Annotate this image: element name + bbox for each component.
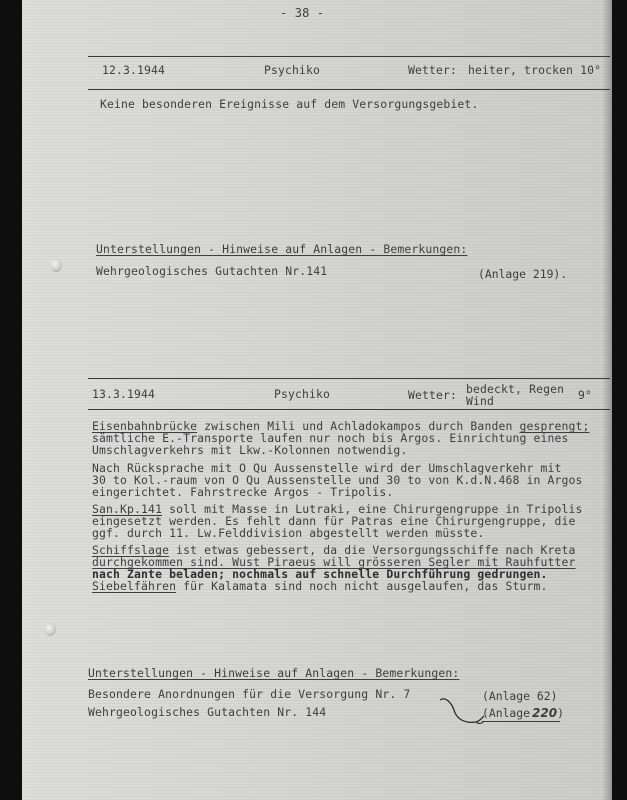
entry2-p2-line2: 30 to Kol.-raum von O Qu Aussenstelle und 30 to von K.d.N.468 in Argos	[92, 473, 583, 487]
entry1-annex	[478, 268, 567, 281]
entry2-p3-line2: eingesetzt werden. Es fehlt dann für Patras eine Chirurgengruppe, die	[92, 514, 576, 528]
entry2-p4-line2: durchgekommen sind. Wust Piraeus will grösseren Segler mit Rauhfutter	[92, 555, 576, 569]
entry2-place: Psychiko	[274, 387, 331, 401]
siebelfaehren-underlined: Siebelfähren	[92, 579, 177, 593]
handwritten-bracket-mark	[436, 694, 486, 728]
entry2-p3-line3: ggf. durch 11. Lw.Felddivision abgestellt werden müsste.	[92, 526, 485, 540]
entry2-p2-line1: Nach Rücksprache mit O Qu Aussenstelle wird der Umschlagverkehr mit	[92, 461, 562, 475]
entry2-top-rule	[88, 378, 610, 379]
entry2-p4-line4	[92, 580, 548, 593]
entry2-weather-temp: 9°	[578, 388, 593, 402]
entry2-p1-line2: sämtliche E.-Transporte laufen nur noch bis Argos. Einrichtung eines	[92, 431, 569, 445]
p3-line1-rest: soll mit Masse in Lutraki, eine Chirurgengruppe in Tripolis	[162, 502, 583, 516]
annex2-number-handwritten: 220	[532, 706, 558, 720]
entry2-weather-label: Wetter:	[408, 388, 458, 402]
entry1-text: Keine besonderen Ereignisse auf dem Versorgungsgebiet.	[100, 97, 479, 111]
p1-line1-mid: zwischen Mili und Achladokampos durch Banden	[197, 419, 520, 433]
entry2-p4-line3: nach Zante beladen; nochmals auf schnelle Durchführung gedrungen.	[92, 567, 548, 581]
annex2-label: (Anlage	[482, 706, 531, 720]
document-page	[22, 0, 612, 800]
entry2-bottom-rule	[88, 409, 610, 410]
san-kp-underlined: San.Kp.141	[92, 502, 163, 516]
entry2-p2-line3: eingerichtet. Fahrstrecke Argos - Tripolis.	[92, 485, 394, 499]
entry2-weather-value-2: Wind	[466, 394, 495, 408]
entry2-p1-line3: Umschlagverkehrs mit Lkw.-Kolonnen notwendig.	[92, 443, 408, 457]
entry2-annex-1: (Anlage 62)	[482, 689, 558, 703]
entry2-date: 13.3.1944	[92, 387, 156, 401]
entry2-remark-line1: Besondere Anordnungen für die Versorgung Nr. 7	[88, 687, 411, 701]
p4-line4-rest: für Kalamata sind noch nicht ausgelaufen, das Sturm.	[176, 579, 548, 593]
entry2-remarks-heading: Unterstellungen - Hinweise auf Anlagen - Bemerkungen:	[88, 666, 460, 680]
entry1-remarks-heading: Unterstellungen - Hinweise auf Anlagen - Bemerkungen:	[96, 242, 468, 256]
annex2-close: )	[557, 706, 564, 720]
eisenbahnbruecke-underlined: Eisenbahnbrücke	[92, 419, 198, 433]
entry2-annex-2	[482, 707, 564, 720]
entry1-weather-value: heiter, trocken 10°	[468, 63, 602, 77]
entry1-annex-text: (Anlage 219).	[478, 267, 568, 281]
schiffslage-underlined: Schiffslage	[92, 543, 170, 557]
entry1-bottom-rule	[88, 89, 610, 90]
page-edge-shadow	[602, 0, 612, 800]
entry1-weather-label: Wetter:	[408, 63, 458, 77]
entry1-date: 12.3.1944	[102, 63, 166, 77]
punch-hole-top	[50, 258, 62, 272]
entry2-weather-value-1: bedeckt, Regen	[466, 382, 565, 396]
punch-hole-bottom	[44, 622, 56, 636]
entry1-place: Psychiko	[264, 63, 321, 77]
annex2-underline	[482, 721, 560, 722]
p4-line1-rest: ist etwas gebessert, da die Versorgungsschiffe nach Kreta	[169, 543, 576, 557]
entry1-top-rule	[88, 56, 610, 57]
entry1-remark-line: Wehrgeologisches Gutachten Nr.141	[96, 264, 328, 278]
gesprengt-underlined: gesprengt;	[519, 419, 590, 433]
page-number: - 38 -	[280, 6, 325, 20]
entry2-remark-line2: Wehrgeologisches Gutachten Nr. 144	[88, 705, 327, 719]
